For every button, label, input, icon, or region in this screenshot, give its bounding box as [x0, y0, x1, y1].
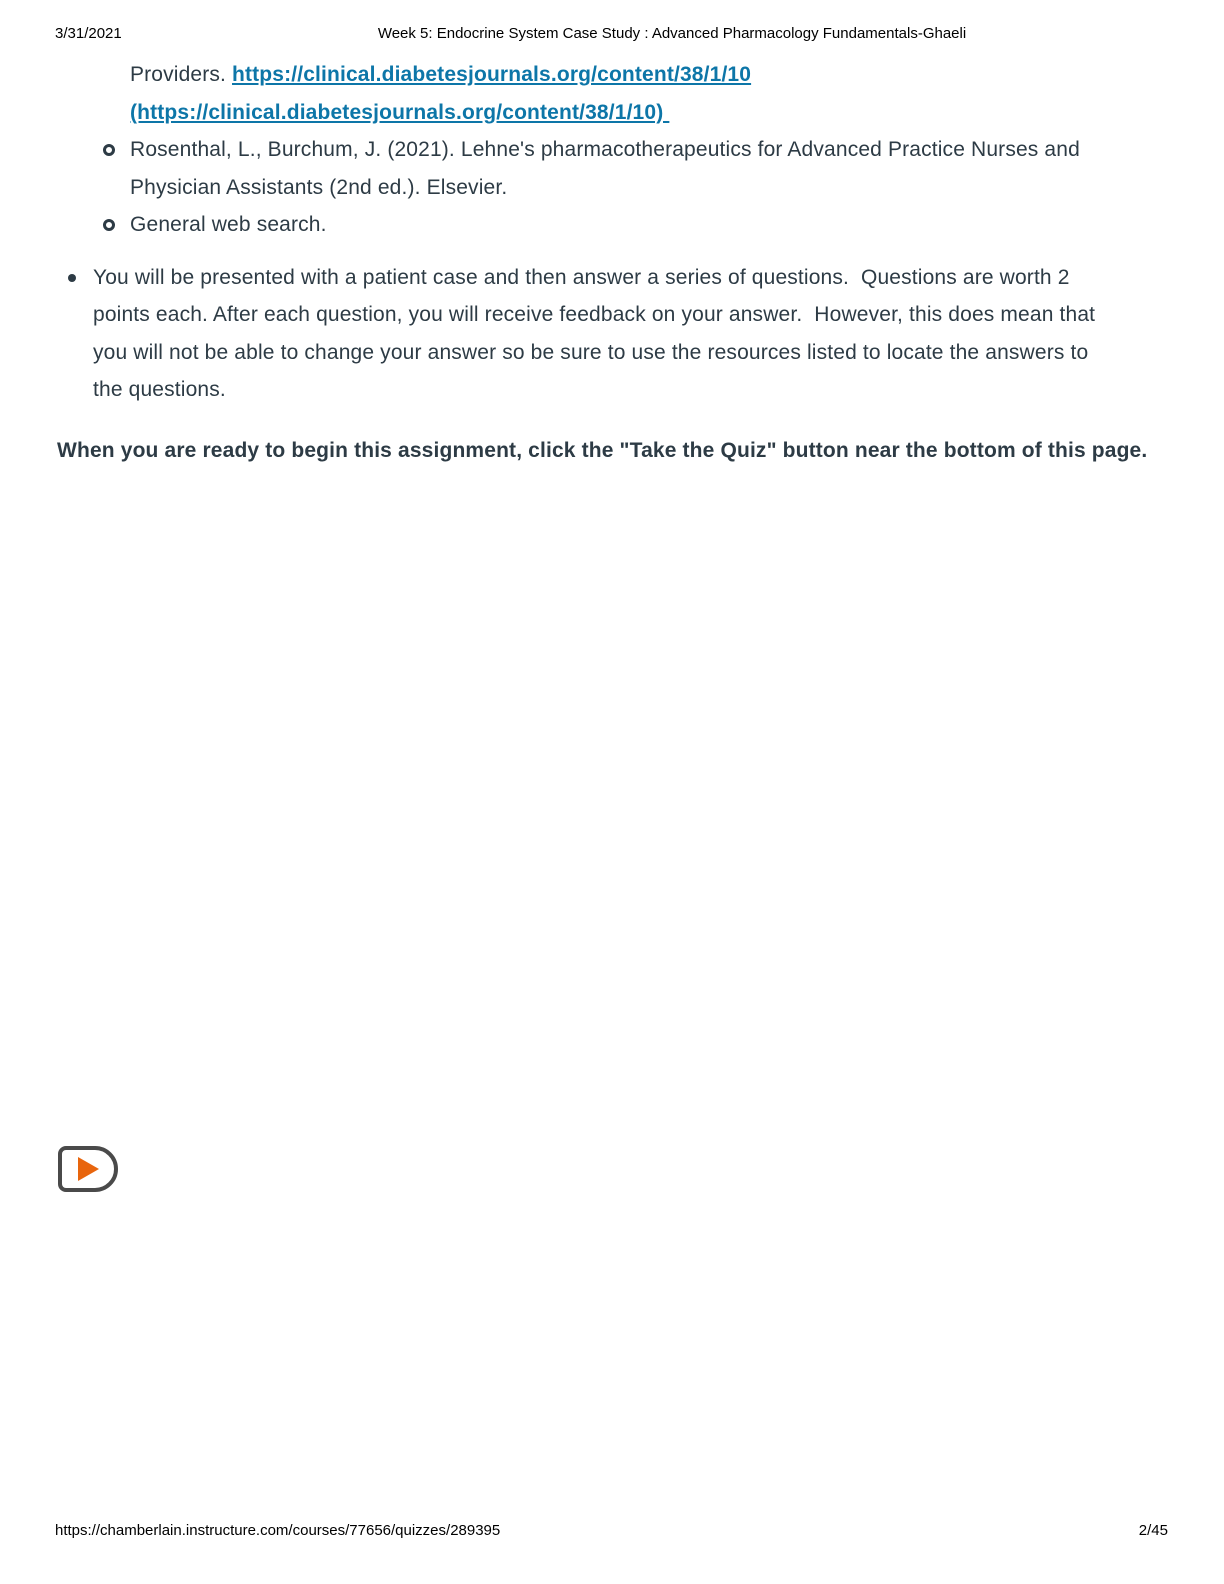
- play-triangle-icon: [78, 1157, 99, 1181]
- providers-text: Providers.: [130, 63, 233, 86]
- print-header: [0, 25, 1224, 45]
- page-title: Week 5: Endocrine System Case Study : Advanced Pharmacology Fundamentals-Ghaeli: [377, 25, 967, 42]
- document-content: [57, 56, 1167, 469]
- take-quiz-instruction: When you are ready to begin this assignment, click the "Take the Quiz" button near the bottom of this page.: [57, 438, 1148, 462]
- diabetes-journal-link[interactable]: https://clinical.diabetesjournals.org/content/38/1/10: [232, 63, 752, 86]
- video-play-icon[interactable]: [58, 1146, 118, 1192]
- instructions-list: [57, 259, 1123, 409]
- list-item-rosenthal-reference: Rosenthal, L., Burchum, J. (2021). Lehne's pharmacotherapeutics for Advanced Practice Nurses and Physician Assistants (2nd ed.). Elsevier.: [57, 131, 1090, 206]
- resource-sub-list: [57, 56, 1090, 244]
- footer-source-url: https://chamberlain.instructure.com/courses/77656/quizzes/289395: [55, 1522, 501, 1539]
- list-item-general-web-search: General web search.: [57, 206, 1090, 244]
- footer-page-number: 2/45: [1138, 1522, 1168, 1539]
- list-item-providers-continuation: [57, 56, 1090, 131]
- print-footer: [0, 1522, 1224, 1542]
- print-date: 3/31/2021: [55, 25, 122, 42]
- diabetes-journal-link-parenthetical[interactable]: (https://clinical.diabetesjournals.org/content/38/1/10): [130, 100, 670, 124]
- list-item-quiz-instructions: You will be presented with a patient case and then answer a series of questions. Questions are worth 2 points each. After each question, you will receive feedback on your answer. However, this does mean that you will not be able to change your answer so be sure to use the resources listed to locate the answers to the questions.: [57, 259, 1123, 409]
